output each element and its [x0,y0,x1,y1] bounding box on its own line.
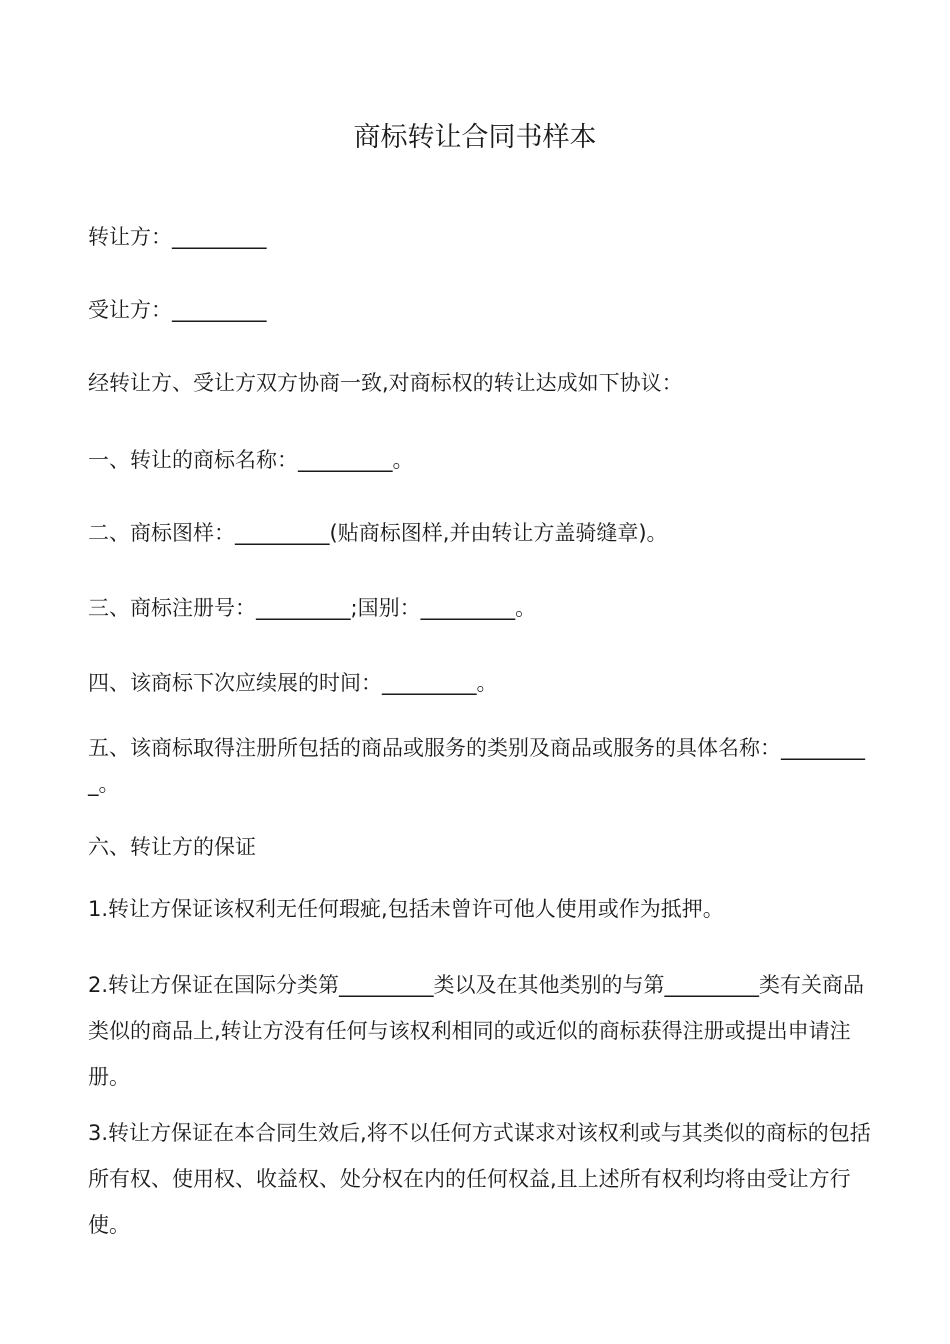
document-title: 商标转让合同书样本 [353,122,597,153]
clause-6-item-3: 3.转让方保证在本合同生效后,将不以任何方式谋求对该权利或与其类似的商标的包括所有权、使用权、收益权、处分权在内的任何权益,且上述所有权利均将由受让方行使。 [88,1121,871,1237]
clause-3: 三、商标注册号：_________;国别：_________。 [88,596,537,620]
clause-2: 二、商标图样：_________(贴商标图样,并由转让方盖骑缝章)。 [88,521,668,545]
transferee-line: 受让方：_________ [88,298,267,322]
clause-5: 五、该商标取得注册所包括的商品或服务的类别及商品或服务的具体名称：_________。 [88,736,865,796]
clause-4: 四、该商标下次应续展的时间：_________。 [88,671,498,695]
transferor-line: 转让方：_________ [88,225,267,249]
clause-1: 一、转让的商标名称：_________。 [88,448,414,472]
clause-6-heading: 六、转让方的保证 [88,835,256,859]
clause-6-item-2: 2.转让方保证在国际分类第_________类以及在其他类别的与第_________类有关商品类似的商品上,转让方没有任何与该权利相同的或近似的商标获得注册或提出申请注册。 [88,973,865,1089]
intro-paragraph: 经转让方、受让方双方协商一致,对商标权的转让达成如下协议： [88,371,683,395]
clause-6-item-1: 1.转让方保证该权利无任何瑕疵,包括未曾许可他人使用或作为抵押。 [88,897,724,921]
